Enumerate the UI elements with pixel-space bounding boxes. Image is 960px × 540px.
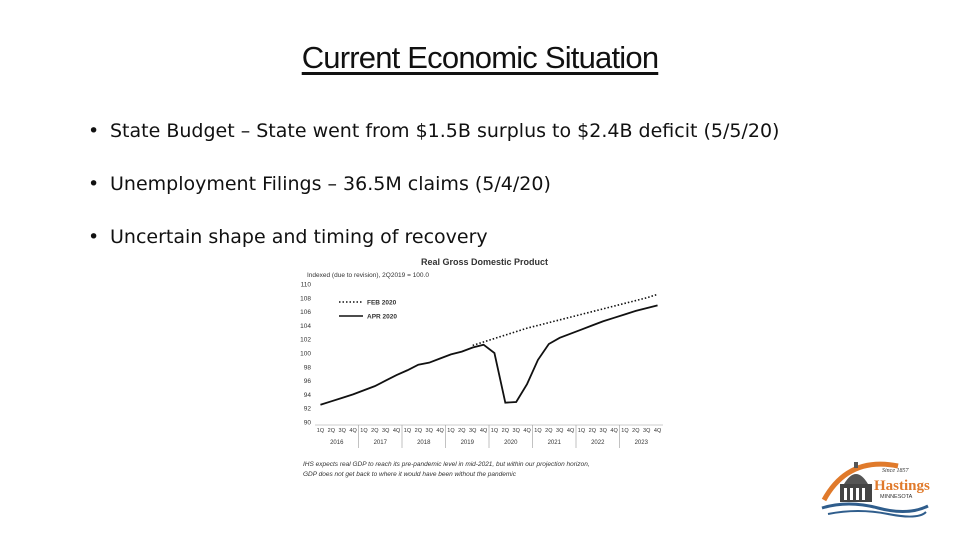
- x-year-label: 2023: [634, 440, 648, 446]
- x-quarter-label: 3Q: [512, 428, 520, 434]
- x-quarter-label: 4Q: [479, 428, 488, 434]
- x-year-label: 2018: [417, 440, 431, 446]
- x-quarter-label: 1Q: [360, 428, 368, 434]
- x-quarter-label: 4Q: [436, 428, 444, 434]
- y-tick-label: 104: [300, 322, 311, 330]
- x-year-label: 2016: [330, 440, 344, 446]
- chart-subtitle: Indexed (due to revision), 2Q2019 = 100.0: [307, 272, 429, 279]
- slide-title: Current Economic Situation: [301, 40, 659, 75]
- y-tick-label: 110: [300, 281, 311, 289]
- x-quarter-label: 3Q: [643, 428, 651, 434]
- x-quarter-label: 2Q: [632, 428, 640, 434]
- chart-legend: [339, 300, 397, 321]
- x-quarter-label: 1Q: [316, 428, 325, 434]
- x-year-label: 2020: [504, 440, 518, 446]
- x-quarter-label: 4Q: [349, 428, 357, 434]
- gdp-chart: [283, 250, 683, 480]
- logo-name-text: Hastings: [874, 478, 930, 494]
- x-quarter-label: 3Q: [382, 428, 390, 434]
- legend-label: FEB 2020: [367, 299, 397, 307]
- x-quarter-label: 2Q: [545, 428, 553, 434]
- x-quarter-label: 1Q: [490, 428, 499, 434]
- x-quarter-label: 2Q: [588, 428, 596, 434]
- x-year-label: 2019: [460, 440, 474, 446]
- y-tick-label: 100: [300, 350, 311, 358]
- x-quarter-label: 3Q: [556, 428, 564, 434]
- x-quarter-label: 4Q: [566, 428, 575, 434]
- x-quarter-label: 4Q: [392, 428, 401, 434]
- bullet-marker: •: [88, 226, 100, 248]
- x-quarter-label: 3Q: [599, 428, 607, 434]
- x-year-label: 2017: [373, 440, 387, 446]
- bullet-marker: •: [88, 173, 100, 195]
- x-quarter-label: 4Q: [653, 428, 662, 434]
- x-quarter-label: 2Q: [371, 428, 379, 434]
- bullet-marker: •: [88, 120, 100, 142]
- bullet-item: [88, 173, 779, 226]
- x-quarter-label: 2Q: [327, 428, 335, 434]
- x-axis: [315, 425, 663, 448]
- chart-caption-line1: IHS expects real GDP to reach its pre-pandemic level in mid-2021, but within our projection horizon,: [303, 461, 590, 468]
- x-quarter-label: 3Q: [425, 428, 433, 434]
- y-tick-label: 102: [300, 336, 311, 344]
- x-quarter-label: 3Q: [469, 428, 477, 434]
- logo-state-text: MINNESOTA: [880, 494, 913, 500]
- x-quarter-label: 1Q: [621, 428, 629, 434]
- y-tick-label: 106: [300, 309, 311, 317]
- legend-label: APR 2020: [367, 313, 397, 321]
- bullet-item: [88, 120, 779, 173]
- x-quarter-label: 1Q: [577, 428, 586, 434]
- hastings-logo: [818, 448, 930, 520]
- chart-series: [320, 294, 657, 404]
- x-quarter-label: 1Q: [447, 428, 455, 434]
- y-tick-label: 92: [303, 405, 311, 413]
- x-quarter-label: 1Q: [403, 428, 412, 434]
- x-quarter-label: 4Q: [523, 428, 531, 434]
- y-tick-label: 108: [300, 295, 311, 303]
- chart-title: Real Gross Domestic Product: [421, 257, 549, 267]
- x-quarter-label: 2Q: [414, 428, 422, 434]
- x-quarter-label: 4Q: [610, 428, 618, 434]
- x-quarter-label: 1Q: [534, 428, 542, 434]
- y-axis: [300, 282, 311, 427]
- bullet-text: Uncertain shape and timing of recovery: [110, 226, 488, 248]
- chart-caption-line2: GDP does not get back to where it would have been without the pandemic: [303, 471, 516, 478]
- y-tick-label: 94: [303, 391, 311, 399]
- logo-water-wave: [822, 504, 928, 512]
- bullet-text: State Budget – State went from $1.5B surplus to $2.4B deficit (5/5/20): [110, 120, 780, 142]
- x-year-label: 2021: [547, 440, 561, 446]
- y-tick-label: 96: [303, 378, 311, 386]
- x-quarter-label: 2Q: [501, 428, 509, 434]
- series-line-feb-2020: [473, 294, 658, 345]
- y-tick-label: 90: [303, 419, 311, 427]
- x-quarter-label: 2Q: [458, 428, 466, 434]
- bullet-text: Unemployment Filings – 36.5M claims (5/4/20): [110, 173, 551, 195]
- logo-since-text: Since 1857: [882, 468, 909, 474]
- y-tick-label: 98: [303, 364, 311, 372]
- x-year-label: 2022: [591, 440, 605, 446]
- x-quarter-label: 3Q: [338, 428, 346, 434]
